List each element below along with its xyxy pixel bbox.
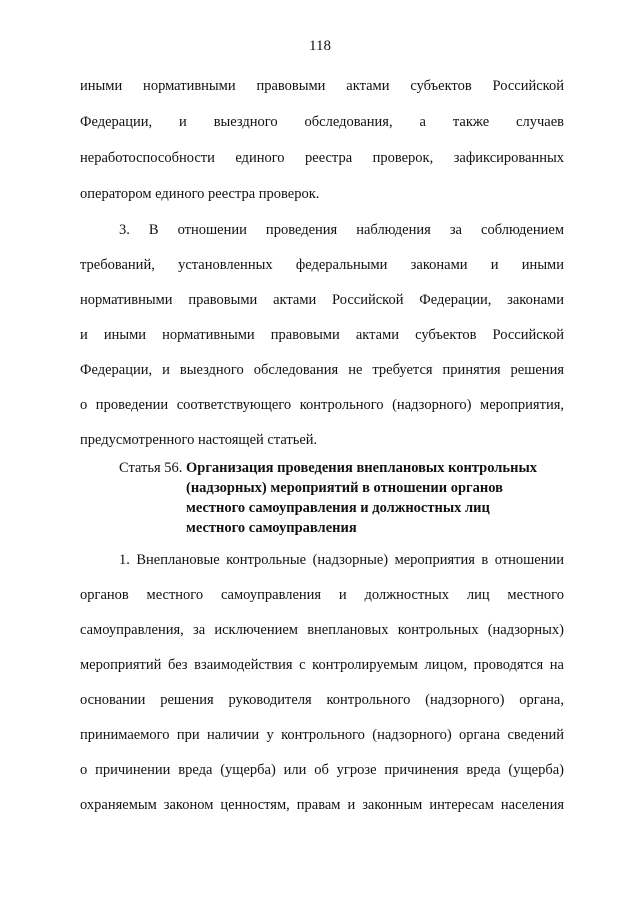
text-line: Федерации, и выездного обследования не требуется принятия решения [80, 362, 564, 378]
text-line: иными нормативными правовыми актами субъектов Российской [80, 78, 564, 94]
text-line: нормативными правовыми актами Российской Федерации, законами [80, 292, 564, 308]
article-title-line: Организация проведения внеплановых контрольных [186, 460, 538, 476]
text-line: 3. В отношении проведения наблюдения за соблюдением [119, 222, 564, 238]
text-line: неработоспособности единого реестра проверок, зафиксированных [80, 150, 564, 166]
text-line: требований, установленных федеральными законами и иными [80, 257, 564, 273]
text-line: и иными нормативными правовыми актами субъектов Российской [80, 327, 564, 343]
text-line: принимаемого при наличии у контрольного (надзорного) органа сведений [80, 727, 564, 743]
text-line: о причинении вреда (ущерба) или об угрозе причинения вреда (ущерба) [80, 762, 564, 778]
text-line: предусмотренного настоящей статьей. [80, 432, 318, 448]
article-title-line: (надзорных) мероприятий в отношении органов [186, 480, 503, 496]
text-line: о проведении соответствующего контрольного (надзорного) мероприятия, [80, 397, 564, 413]
article-title-line: местного самоуправления [186, 520, 357, 536]
text-line: основании решения руководителя контрольного (надзорного) органа, [80, 692, 564, 708]
text-line: органов местного самоуправления и должностных лиц местного [80, 587, 564, 603]
page-number: 118 [309, 38, 331, 54]
text-line: Федерации, и выездного обследования, а также случаев [80, 114, 564, 130]
text-line: охраняемым законом ценностям, правам и законным интересам населения [80, 797, 564, 813]
article-number: Статья 56. [119, 460, 183, 476]
text-line: самоуправления, за исключением внеплановых контрольных (надзорных) [80, 622, 564, 638]
text-line: мероприятий без взаимодействия с контролируемым лицом, проводятся на [80, 657, 564, 673]
text-line: 1. Внеплановые контрольные (надзорные) мероприятия в отношении [119, 552, 564, 568]
text-line: оператором единого реестра проверок. [80, 186, 320, 202]
article-title-line: местного самоуправления и должностных лиц [186, 500, 490, 516]
